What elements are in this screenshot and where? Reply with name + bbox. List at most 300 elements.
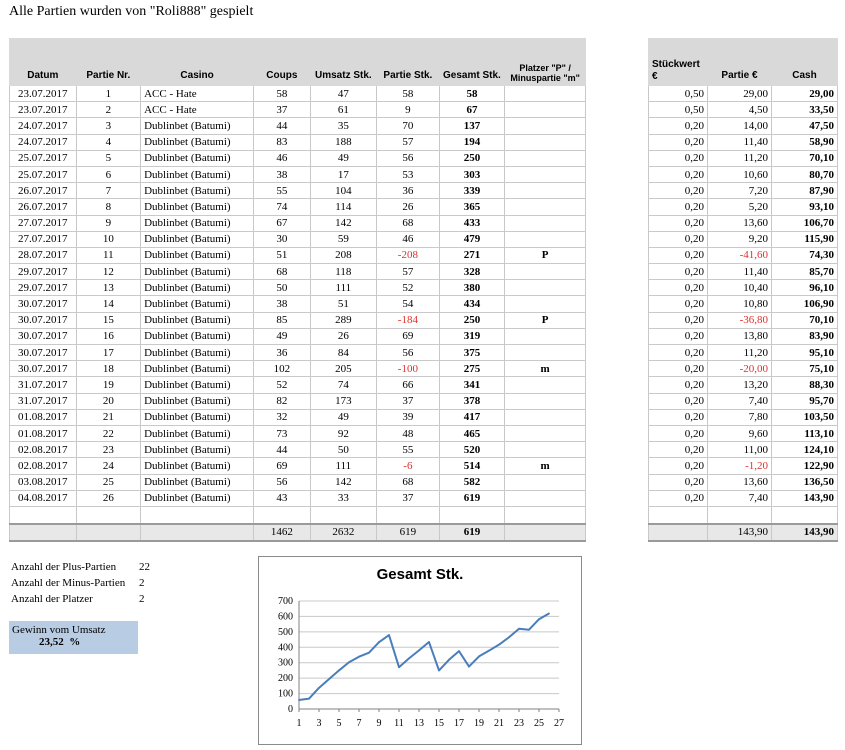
cell-gesamt-stk: 271 xyxy=(439,247,505,263)
cell-partie-eur: 11,20 xyxy=(708,345,772,361)
cell-datum: 31.07.2017 xyxy=(10,377,77,393)
cell-partie-eur: 11,00 xyxy=(708,442,772,458)
cell-datum: 30.07.2017 xyxy=(10,312,77,328)
cell-partie-stk: 46 xyxy=(377,231,440,247)
cell-datum: 30.07.2017 xyxy=(10,296,77,312)
stat-minus xyxy=(11,575,150,591)
cell-casino: Dublinbet (Batumi) xyxy=(141,409,254,425)
cell-umsatz: 118 xyxy=(310,264,377,280)
cell-umsatz: 111 xyxy=(310,458,377,474)
cell-stueckwert: 0,20 xyxy=(649,393,708,409)
cell-gesamt-stk: 275 xyxy=(439,361,505,377)
cell-partie-nr: 15 xyxy=(76,312,141,328)
cell-coups: 51 xyxy=(254,247,310,263)
table-row xyxy=(10,409,586,425)
cell-stueckwert: 0,20 xyxy=(649,118,708,134)
cell-coups: 67 xyxy=(254,215,310,231)
data-point xyxy=(548,613,550,615)
x-tick-label: 23 xyxy=(514,718,524,729)
total-coups: 1462 xyxy=(254,524,310,541)
data-point xyxy=(358,656,360,658)
cell-platzer-flag: m xyxy=(505,361,586,377)
cell-platzer-flag xyxy=(505,296,586,312)
chart-title: Gesamt Stk. xyxy=(376,566,464,583)
games-table-header xyxy=(10,39,586,86)
table-row xyxy=(10,280,586,296)
cell-stueckwert: 0,20 xyxy=(649,280,708,296)
table-row xyxy=(10,458,586,474)
cell-umsatz: 92 xyxy=(310,425,377,441)
data-point xyxy=(528,629,530,631)
cash-table xyxy=(648,38,838,542)
cell-gesamt-stk: 479 xyxy=(439,231,505,247)
cell-gesamt-stk: 433 xyxy=(439,215,505,231)
totals-row xyxy=(10,524,586,541)
table-row xyxy=(10,247,586,263)
data-point xyxy=(518,628,520,630)
cell-gesamt-stk: 465 xyxy=(439,425,505,441)
cell-stueckwert: 0,20 xyxy=(649,361,708,377)
cash-row xyxy=(649,458,838,474)
cell-cash: 80,70 xyxy=(772,166,838,182)
cell-datum: 25.07.2017 xyxy=(10,166,77,182)
gain-box xyxy=(9,621,138,654)
cell-partie-nr: 12 xyxy=(76,264,141,280)
cell-partie-nr: 24 xyxy=(76,458,141,474)
col-header-cash: Cash xyxy=(772,39,838,86)
cell-cash: 106,90 xyxy=(772,296,838,312)
cell-partie-stk: 52 xyxy=(377,280,440,296)
x-tick-label: 19 xyxy=(474,718,484,729)
cell-umsatz: 104 xyxy=(310,183,377,199)
cash-row xyxy=(649,312,838,328)
cell-umsatz: 84 xyxy=(310,345,377,361)
cell-partie-nr: 9 xyxy=(76,215,141,231)
cell-partie-nr: 18 xyxy=(76,361,141,377)
cell-coups: 82 xyxy=(254,393,310,409)
cell-umsatz: 17 xyxy=(310,166,377,182)
cell-gesamt-stk: 582 xyxy=(439,474,505,490)
cell-stueckwert: 0,20 xyxy=(649,231,708,247)
blank-cell xyxy=(377,506,440,524)
blank-row xyxy=(649,506,838,524)
cell-partie-eur: 13,60 xyxy=(708,474,772,490)
cell-umsatz: 208 xyxy=(310,247,377,263)
cell-stueckwert: 0,20 xyxy=(649,264,708,280)
cell-umsatz: 114 xyxy=(310,199,377,215)
cell-datum: 30.07.2017 xyxy=(10,361,77,377)
cell-cash: 33,50 xyxy=(772,102,838,118)
cell-umsatz: 142 xyxy=(310,215,377,231)
data-point xyxy=(438,670,440,672)
cash-row xyxy=(649,166,838,182)
table-row xyxy=(10,150,586,166)
cell-stueckwert: 0,20 xyxy=(649,166,708,182)
total-empty xyxy=(76,524,141,541)
x-tick-label: 13 xyxy=(414,718,424,729)
table-row xyxy=(10,393,586,409)
data-point xyxy=(478,655,480,657)
cell-cash: 95,10 xyxy=(772,345,838,361)
cell-gesamt-stk: 328 xyxy=(439,264,505,280)
x-tick-label: 25 xyxy=(534,718,544,729)
cash-row xyxy=(649,247,838,263)
cell-partie-stk: 57 xyxy=(377,134,440,150)
blank-cell xyxy=(10,506,77,524)
gain-unit: % xyxy=(69,636,81,648)
cell-stueckwert: 0,20 xyxy=(649,425,708,441)
cell-casino: Dublinbet (Batumi) xyxy=(141,490,254,506)
cell-coups: 38 xyxy=(254,296,310,312)
cell-gesamt-stk: 250 xyxy=(439,312,505,328)
blank-row xyxy=(10,506,586,524)
cash-row xyxy=(649,102,838,118)
cell-umsatz: 33 xyxy=(310,490,377,506)
cell-umsatz: 61 xyxy=(310,102,377,118)
cell-cash: 47,50 xyxy=(772,118,838,134)
cell-gesamt-stk: 375 xyxy=(439,345,505,361)
gain-value: 23,52 xyxy=(39,636,64,648)
cell-platzer-flag: P xyxy=(505,247,586,263)
cell-casino: Dublinbet (Batumi) xyxy=(141,393,254,409)
table-row xyxy=(10,166,586,182)
col-header-partie-nr: Partie Nr. xyxy=(76,39,141,86)
stat-platzer-label: Anzahl der Platzer xyxy=(11,593,93,605)
cell-datum: 23.07.2017 xyxy=(10,86,77,102)
cell-partie-stk: 37 xyxy=(377,393,440,409)
cell-platzer-flag xyxy=(505,490,586,506)
data-point xyxy=(298,699,300,701)
cell-gesamt-stk: 619 xyxy=(439,490,505,506)
cell-casino: Dublinbet (Batumi) xyxy=(141,183,254,199)
cell-stueckwert: 0,20 xyxy=(649,134,708,150)
data-point xyxy=(458,650,460,652)
cell-umsatz: 111 xyxy=(310,280,377,296)
cell-partie-eur: -20,00 xyxy=(708,361,772,377)
cell-partie-eur: 9,20 xyxy=(708,231,772,247)
cell-partie-nr: 23 xyxy=(76,442,141,458)
cell-partie-eur: -36,80 xyxy=(708,312,772,328)
cell-partie-stk: 56 xyxy=(377,345,440,361)
cell-casino: Dublinbet (Batumi) xyxy=(141,312,254,328)
cash-row xyxy=(649,377,838,393)
cell-partie-nr: 7 xyxy=(76,183,141,199)
data-point xyxy=(338,670,340,672)
table-row xyxy=(10,490,586,506)
cell-datum: 29.07.2017 xyxy=(10,280,77,296)
cell-stueckwert: 0,50 xyxy=(649,102,708,118)
cell-stueckwert: 0,20 xyxy=(649,377,708,393)
cell-coups: 55 xyxy=(254,183,310,199)
cell-casino: Dublinbet (Batumi) xyxy=(141,345,254,361)
table-row xyxy=(10,296,586,312)
cell-partie-eur: 7,40 xyxy=(708,490,772,506)
cell-cash: 136,50 xyxy=(772,474,838,490)
cell-platzer-flag xyxy=(505,393,586,409)
cell-umsatz: 26 xyxy=(310,328,377,344)
cell-cash: 87,90 xyxy=(772,183,838,199)
cell-coups: 30 xyxy=(254,231,310,247)
cell-partie-eur: -1,20 xyxy=(708,458,772,474)
total-empty xyxy=(649,524,708,541)
cell-gesamt-stk: 137 xyxy=(439,118,505,134)
page-title: Alle Partien wurden von "Roli888" gespielt xyxy=(9,4,254,19)
cash-row xyxy=(649,134,838,150)
x-tick-label: 3 xyxy=(316,718,322,729)
cell-partie-nr: 14 xyxy=(76,296,141,312)
cell-partie-eur: 7,80 xyxy=(708,409,772,425)
cell-platzer-flag xyxy=(505,231,586,247)
cell-partie-stk: 55 xyxy=(377,442,440,458)
cell-coups: 83 xyxy=(254,134,310,150)
cell-datum: 01.08.2017 xyxy=(10,409,77,425)
cell-partie-stk: 68 xyxy=(377,215,440,231)
cell-stueckwert: 0,20 xyxy=(649,215,708,231)
cash-row xyxy=(649,118,838,134)
cell-partie-stk: 69 xyxy=(377,328,440,344)
cell-partie-stk: 37 xyxy=(377,490,440,506)
cell-partie-nr: 6 xyxy=(76,166,141,182)
cell-datum: 24.07.2017 xyxy=(10,118,77,134)
total-empty xyxy=(505,524,586,541)
col-header-umsatz: Umsatz Stk. xyxy=(310,39,377,86)
blank-cell xyxy=(254,506,310,524)
blank-cell xyxy=(708,506,772,524)
cell-partie-stk: 54 xyxy=(377,296,440,312)
table-row xyxy=(10,361,586,377)
col-header-casino: Casino xyxy=(141,39,254,86)
cell-platzer-flag: P xyxy=(505,312,586,328)
cell-coups: 32 xyxy=(254,409,310,425)
cell-partie-eur: 13,80 xyxy=(708,328,772,344)
cell-partie-stk: -100 xyxy=(377,361,440,377)
y-tick-label: 700 xyxy=(278,596,293,607)
cell-coups: 50 xyxy=(254,280,310,296)
table-row xyxy=(10,425,586,441)
blank-cell xyxy=(649,506,708,524)
y-tick-label: 400 xyxy=(278,642,293,654)
cell-partie-eur: 9,60 xyxy=(708,425,772,441)
cell-casino: Dublinbet (Batumi) xyxy=(141,134,254,150)
cell-partie-stk: 56 xyxy=(377,150,440,166)
cell-datum: 27.07.2017 xyxy=(10,231,77,247)
cell-stueckwert: 0,50 xyxy=(649,86,708,102)
cell-stueckwert: 0,20 xyxy=(649,442,708,458)
games-table xyxy=(9,38,586,542)
cell-platzer-flag xyxy=(505,377,586,393)
cash-row xyxy=(649,393,838,409)
cell-partie-nr: 20 xyxy=(76,393,141,409)
cell-partie-stk: -6 xyxy=(377,458,440,474)
cash-row xyxy=(649,150,838,166)
col-header-gesamt-stk: Gesamt Stk. xyxy=(439,39,505,86)
cell-platzer-flag xyxy=(505,86,586,102)
cell-casino: Dublinbet (Batumi) xyxy=(141,442,254,458)
data-point xyxy=(508,636,510,638)
cell-platzer-flag xyxy=(505,328,586,344)
blank-cell xyxy=(310,506,377,524)
cell-datum: 29.07.2017 xyxy=(10,264,77,280)
cell-gesamt-stk: 520 xyxy=(439,442,505,458)
cell-partie-stk: 53 xyxy=(377,166,440,182)
cell-cash: 70,10 xyxy=(772,150,838,166)
blank-cell xyxy=(772,506,838,524)
cell-platzer-flag xyxy=(505,199,586,215)
data-point xyxy=(398,666,400,668)
cell-platzer-flag xyxy=(505,134,586,150)
cell-partie-eur: 11,40 xyxy=(708,264,772,280)
cell-stueckwert: 0,20 xyxy=(649,458,708,474)
data-point xyxy=(488,650,490,652)
cell-coups: 102 xyxy=(254,361,310,377)
cell-datum: 02.08.2017 xyxy=(10,442,77,458)
cell-partie-nr: 13 xyxy=(76,280,141,296)
cell-platzer-flag xyxy=(505,474,586,490)
cell-partie-stk: 70 xyxy=(377,118,440,134)
cell-coups: 36 xyxy=(254,345,310,361)
cell-partie-nr: 8 xyxy=(76,199,141,215)
gain-label: Gewinn vom Umsatz xyxy=(12,624,106,636)
cash-row xyxy=(649,474,838,490)
cell-casino: Dublinbet (Batumi) xyxy=(141,361,254,377)
cell-partie-stk: 39 xyxy=(377,409,440,425)
y-tick-label: 200 xyxy=(278,673,293,685)
cell-casino: Dublinbet (Batumi) xyxy=(141,231,254,247)
cell-coups: 52 xyxy=(254,377,310,393)
cell-platzer-flag: m xyxy=(505,458,586,474)
cell-cash: 58,90 xyxy=(772,134,838,150)
cell-cash: 88,30 xyxy=(772,377,838,393)
data-point xyxy=(468,666,470,668)
total-cash: 143,90 xyxy=(772,524,838,541)
cash-row xyxy=(649,280,838,296)
cell-cash: 103,50 xyxy=(772,409,838,425)
cell-cash: 83,90 xyxy=(772,328,838,344)
cell-gesamt-stk: 250 xyxy=(439,150,505,166)
cell-casino: Dublinbet (Batumi) xyxy=(141,215,254,231)
cell-partie-eur: 10,80 xyxy=(708,296,772,312)
data-point xyxy=(418,649,420,651)
cell-cash: 85,70 xyxy=(772,264,838,280)
data-point xyxy=(378,641,380,643)
cell-umsatz: 47 xyxy=(310,86,377,102)
cell-cash: 95,70 xyxy=(772,393,838,409)
cell-partie-nr: 5 xyxy=(76,150,141,166)
cell-gesamt-stk: 303 xyxy=(439,166,505,182)
cell-datum: 02.08.2017 xyxy=(10,458,77,474)
table-row xyxy=(10,312,586,328)
cash-row xyxy=(649,425,838,441)
cell-partie-stk: 9 xyxy=(377,102,440,118)
cell-platzer-flag xyxy=(505,166,586,182)
x-tick-label: 1 xyxy=(296,718,302,729)
cell-partie-eur: 7,20 xyxy=(708,183,772,199)
x-tick-label: 5 xyxy=(336,718,342,729)
cell-partie-eur: 10,40 xyxy=(708,280,772,296)
cell-partie-nr: 11 xyxy=(76,247,141,263)
y-tick-label: 0 xyxy=(288,704,293,715)
cell-partie-eur: 14,00 xyxy=(708,118,772,134)
cell-stueckwert: 0,20 xyxy=(649,247,708,263)
cell-casino: ACC - Hate xyxy=(141,102,254,118)
cell-cash: 29,00 xyxy=(772,86,838,102)
data-point xyxy=(318,687,320,689)
cell-coups: 37 xyxy=(254,102,310,118)
cash-row xyxy=(649,328,838,344)
table-row xyxy=(10,102,586,118)
cash-row xyxy=(649,86,838,102)
cell-platzer-flag xyxy=(505,425,586,441)
cell-datum: 24.07.2017 xyxy=(10,134,77,150)
cell-partie-nr: 4 xyxy=(76,134,141,150)
cell-datum: 30.07.2017 xyxy=(10,345,77,361)
blank-cell xyxy=(505,506,586,524)
cell-cash: 70,10 xyxy=(772,312,838,328)
cash-row xyxy=(649,215,838,231)
cell-casino: Dublinbet (Batumi) xyxy=(141,247,254,263)
cell-casino: Dublinbet (Batumi) xyxy=(141,458,254,474)
cell-casino: Dublinbet (Batumi) xyxy=(141,377,254,393)
total-gesamt-stk: 619 xyxy=(439,524,505,541)
cell-stueckwert: 0,20 xyxy=(649,150,708,166)
cash-table-header xyxy=(649,39,838,86)
cell-casino: Dublinbet (Batumi) xyxy=(141,474,254,490)
cell-umsatz: 35 xyxy=(310,118,377,134)
cell-platzer-flag xyxy=(505,150,586,166)
cell-platzer-flag xyxy=(505,264,586,280)
data-point xyxy=(388,634,390,636)
col-header-coups: Coups xyxy=(254,39,310,86)
col-header-stueckwert: Stückwert € xyxy=(649,39,708,86)
cell-partie-nr: 3 xyxy=(76,118,141,134)
cell-datum: 23.07.2017 xyxy=(10,102,77,118)
y-tick-label: 100 xyxy=(278,688,293,700)
cell-stueckwert: 0,20 xyxy=(649,474,708,490)
cell-umsatz: 74 xyxy=(310,377,377,393)
data-point xyxy=(448,659,450,661)
data-point xyxy=(348,661,350,663)
total-umsatz: 2632 xyxy=(310,524,377,541)
cell-stueckwert: 0,20 xyxy=(649,409,708,425)
table-row xyxy=(10,118,586,134)
cell-platzer-flag xyxy=(505,409,586,425)
cell-platzer-flag xyxy=(505,280,586,296)
cell-stueckwert: 0,20 xyxy=(649,490,708,506)
cell-gesamt-stk: 380 xyxy=(439,280,505,296)
col-header-partie-eur: Partie € xyxy=(708,39,772,86)
chart-plot xyxy=(259,557,581,744)
cell-cash: 113,10 xyxy=(772,425,838,441)
cell-casino: Dublinbet (Batumi) xyxy=(141,264,254,280)
cell-coups: 38 xyxy=(254,166,310,182)
cash-row xyxy=(649,345,838,361)
col-header-datum: Datum xyxy=(10,39,77,86)
cell-casino: Dublinbet (Batumi) xyxy=(141,296,254,312)
cell-casino: ACC - Hate xyxy=(141,86,254,102)
cell-casino: Dublinbet (Batumi) xyxy=(141,150,254,166)
cell-gesamt-stk: 378 xyxy=(439,393,505,409)
table-row xyxy=(10,231,586,247)
cell-gesamt-stk: 514 xyxy=(439,458,505,474)
cell-coups: 73 xyxy=(254,425,310,441)
cell-cash: 93,10 xyxy=(772,199,838,215)
cash-row xyxy=(649,231,838,247)
cash-row xyxy=(649,409,838,425)
cell-stueckwert: 0,20 xyxy=(649,199,708,215)
data-point xyxy=(328,678,330,680)
cell-gesamt-stk: 417 xyxy=(439,409,505,425)
stats-block xyxy=(11,559,150,607)
